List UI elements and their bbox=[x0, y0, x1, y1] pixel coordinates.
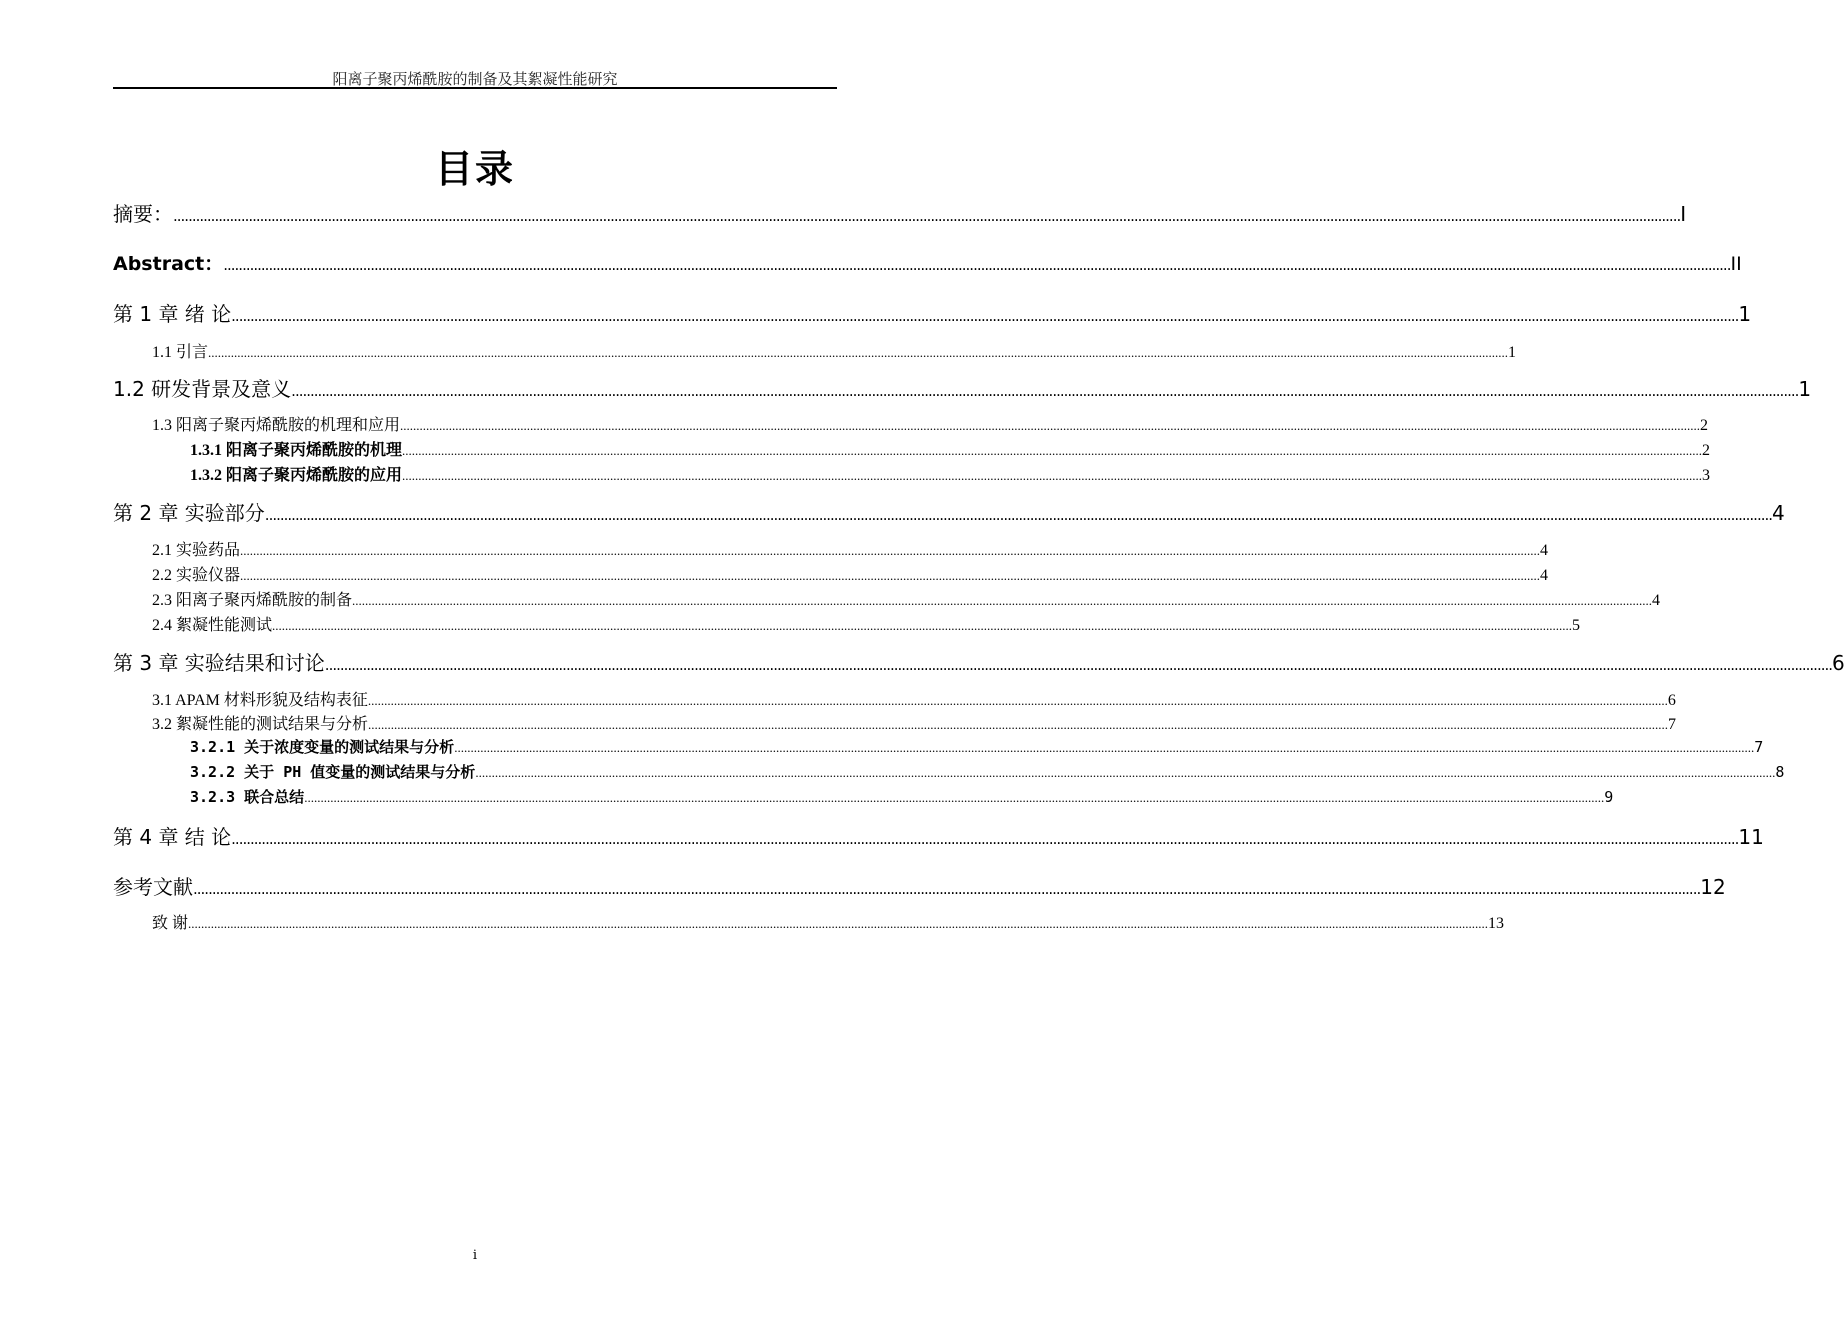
toc-entry-label: 1.3.1 阳离子聚丙烯酰胺的机理 bbox=[190, 442, 403, 459]
toc-entry-label: 3.2.1 关于浓度变量的测试结果与分析 bbox=[190, 738, 455, 756]
toc-entry-page: 9 bbox=[1604, 788, 1614, 806]
toc-entry-page: I bbox=[1680, 202, 1687, 226]
toc-entry-page: 3 bbox=[1702, 467, 1711, 484]
toc-entry-chapter-4[interactable] bbox=[113, 821, 1764, 850]
toc-entry-page: II bbox=[1730, 253, 1742, 275]
toc-leader-dots: ................................................................................................................................................................................................................................................................................................................................................................................................................ bbox=[454, 740, 1755, 755]
toc-entry-chapter-1[interactable] bbox=[113, 298, 1752, 327]
toc-entry-label: 1.1 引言 bbox=[152, 344, 209, 361]
page-number: i bbox=[472, 1248, 478, 1263]
toc-leader-dots: ................................................................................................................................................................................................................................................................................................................................................................................................................ bbox=[188, 916, 1489, 931]
toc-entry-label: 3.2.2 关于 PH 值变量的测试结果与分析 bbox=[190, 763, 476, 781]
toc-entry-label: 摘要： bbox=[113, 202, 173, 226]
toc-leader-dots: ................................................................................................................................................................................................................................................................................................................................................................................................................ bbox=[304, 790, 1605, 805]
toc-leader-dots: ................................................................................................................................................................................................................................................................................................................................................................................................................ bbox=[352, 593, 1653, 608]
toc-leader-dots: ................................................................................................................................................................................................................................................................................................................................................................................................................ bbox=[402, 468, 1703, 483]
page-title: 目录 bbox=[434, 147, 515, 191]
toc-entry-abstract-en[interactable] bbox=[113, 249, 1742, 276]
toc-entry-page: 1 bbox=[1798, 377, 1812, 401]
toc-entry-page: 2 bbox=[1702, 442, 1711, 459]
toc-entry-acknowledgements[interactable] bbox=[152, 910, 1505, 933]
toc-entry-3-2[interactable] bbox=[152, 711, 1677, 734]
toc-entry-page: 11 bbox=[1738, 825, 1764, 849]
toc-entry-1-2[interactable] bbox=[113, 373, 1812, 402]
toc-leader-dots: ................................................................................................................................................................................................................................................................................................................................................................................................................ bbox=[272, 618, 1573, 633]
toc-entry-label: Abstract： bbox=[113, 253, 224, 275]
toc-entry-label: 2.1 实验药品 bbox=[152, 542, 241, 559]
toc-entry-page: 7 bbox=[1668, 716, 1677, 733]
toc-entry-1-3-2[interactable] bbox=[190, 462, 1711, 485]
toc-entry-page: 7 bbox=[1754, 738, 1764, 756]
toc-entry-label: 第 1 章 绪 论 bbox=[113, 302, 232, 326]
toc-entry-label: 1.2 研发背景及意义 bbox=[113, 377, 292, 401]
toc-entry-label: 3.2 絮凝性能的测试结果与分析 bbox=[152, 716, 369, 733]
toc-entry-label: 致 谢 bbox=[152, 915, 189, 932]
toc-leader-dots: ................................................................................................................................................................................................................................................................................................................................................................................................................ bbox=[208, 345, 1509, 360]
toc-leader-dots: ................................................................................................................................................................................................................................................................................................................................................................................................................ bbox=[223, 256, 1731, 274]
toc-leader-dots: ................................................................................................................................................................................................................................................................................................................................................................................................................ bbox=[240, 543, 1541, 558]
toc-leader-dots: ................................................................................................................................................................................................................................................................................................................................................................................................................ bbox=[291, 382, 1799, 400]
toc-entry-label: 1.3.2 阳离子聚丙烯酰胺的应用 bbox=[190, 467, 403, 484]
toc-entry-label: 第 4 章 结 论 bbox=[113, 825, 232, 849]
toc-entry-page: 4 bbox=[1772, 501, 1785, 525]
toc-leader-dots: ................................................................................................................................................................................................................................................................................................................................................................................................................ bbox=[368, 717, 1669, 732]
toc-entry-page: 5 bbox=[1572, 617, 1581, 634]
toc-leader-dots: ................................................................................................................................................................................................................................................................................................................................................................................................................ bbox=[400, 418, 1701, 433]
toc-entry-1-3[interactable] bbox=[152, 412, 1709, 435]
toc-entry-page: 1 bbox=[1738, 302, 1752, 326]
toc-entry-2-4[interactable] bbox=[152, 612, 1581, 635]
toc-entry-page: 4 bbox=[1540, 542, 1549, 559]
toc-entry-page: 13 bbox=[1488, 915, 1505, 932]
toc-entry-page: 4 bbox=[1540, 567, 1549, 584]
header-divider bbox=[113, 87, 837, 89]
toc-entry-label: 1.3 阳离子聚丙烯酰胺的机理和应用 bbox=[152, 417, 401, 434]
toc-entry-page: 2 bbox=[1700, 417, 1709, 434]
toc-entry-label: 2.2 实验仪器 bbox=[152, 567, 241, 584]
toc-entry-3-2-1[interactable] bbox=[190, 736, 1764, 757]
toc-leader-dots: ................................................................................................................................................................................................................................................................................................................................................................................................................ bbox=[264, 506, 1773, 524]
toc-entry-3-2-2[interactable] bbox=[190, 761, 1785, 782]
toc-entry-chapter-2[interactable] bbox=[113, 497, 1785, 526]
toc-entry-references[interactable] bbox=[113, 871, 1726, 900]
toc-entry-abstract-cn[interactable] bbox=[113, 198, 1687, 227]
toc-entry-label: 第 2 章 实验部分 bbox=[113, 501, 265, 525]
toc-entry-3-2-3[interactable] bbox=[190, 786, 1614, 807]
toc-entry-page: 6 bbox=[1667, 692, 1676, 709]
running-header: 阳离子聚丙烯酰胺的制备及其絮凝性能研究 bbox=[332, 70, 618, 88]
toc-entry-page: 4 bbox=[1652, 592, 1661, 609]
toc-entry-label: 2.4 絮凝性能测试 bbox=[152, 617, 273, 634]
toc-entry-label: 2.3 阳离子聚丙烯酰胺的制备 bbox=[152, 592, 353, 609]
toc-entry-2-3[interactable] bbox=[152, 587, 1661, 610]
toc-leader-dots: ................................................................................................................................................................................................................................................................................................................................................................................................................ bbox=[231, 830, 1739, 848]
toc-entry-label: 3.2.3 联合总结 bbox=[190, 788, 305, 806]
toc-leader-dots: ................................................................................................................................................................................................................................................................................................................................................................................................................ bbox=[475, 765, 1776, 780]
toc-leader-dots: ................................................................................................................................................................................................................................................................................................................................................................................................................ bbox=[173, 207, 1681, 225]
toc-leader-dots: ................................................................................................................................................................................................................................................................................................................................................................................................................ bbox=[367, 693, 1668, 708]
toc-entry-1-1[interactable] bbox=[152, 339, 1517, 362]
toc-entry-page: 1 bbox=[1508, 344, 1517, 361]
toc-leader-dots: ................................................................................................................................................................................................................................................................................................................................................................................................................ bbox=[324, 656, 1833, 674]
toc-leader-dots: ................................................................................................................................................................................................................................................................................................................................................................................................................ bbox=[402, 443, 1703, 458]
toc-entry-2-2[interactable] bbox=[152, 562, 1549, 585]
toc-entry-label: 3.1 APAM 材料形貌及结构表征 bbox=[152, 692, 368, 709]
toc-entry-page: 6 bbox=[1832, 651, 1845, 675]
toc-entry-page: 12 bbox=[1700, 875, 1726, 899]
toc-entry-1-3-1[interactable] bbox=[190, 437, 1711, 460]
toc-entry-chapter-3[interactable] bbox=[113, 647, 1845, 676]
toc-entry-2-1[interactable] bbox=[152, 537, 1549, 560]
toc-leader-dots: ................................................................................................................................................................................................................................................................................................................................................................................................................ bbox=[240, 568, 1541, 583]
toc-entry-page: 8 bbox=[1775, 763, 1785, 781]
toc-entry-3-1[interactable] bbox=[152, 687, 1676, 710]
toc-leader-dots: ................................................................................................................................................................................................................................................................................................................................................................................................................ bbox=[193, 880, 1701, 898]
toc-leader-dots: ................................................................................................................................................................................................................................................................................................................................................................................................................ bbox=[231, 307, 1739, 325]
toc-entry-label: 第 3 章 实验结果和讨论 bbox=[113, 651, 325, 675]
toc-entry-label: 参考文献 bbox=[113, 875, 193, 899]
